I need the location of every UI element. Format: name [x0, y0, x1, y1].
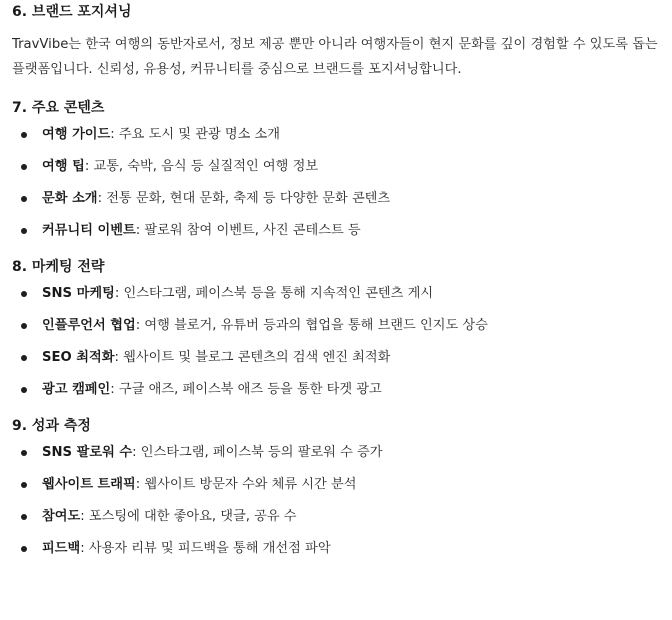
item-description: : 포스팅에 대한 좋아요, 댓글, 공유 수	[80, 509, 297, 524]
bullet-icon	[21, 132, 27, 138]
section-brand-positioning	[12, 0, 658, 82]
item-description: : 주요 도시 및 관광 명소 소개	[110, 127, 281, 142]
section-paragraph: TravVibe는 한국 여행의 동반자로서, 정보 제공 뿐만 아니라 여행자들이 현지 문화를 깊이 경험할 수 있도록 돕는 플랫폼입니다. 신뢰성, 유용성, 커뮤니티를 중심으로 브랜드를 포지셔닝합니다.	[12, 37, 658, 77]
list-item	[12, 189, 658, 209]
bullet-icon	[21, 514, 27, 520]
list-item	[12, 507, 658, 527]
bullet-icon	[21, 323, 27, 329]
item-term: SEO 최적화	[42, 350, 115, 365]
item-term: 피드백	[42, 541, 81, 556]
bullet-icon	[21, 450, 27, 456]
list-item	[12, 539, 658, 559]
item-description: : 구글 애즈, 페이스북 애즈 등을 통한 타겟 광고	[110, 382, 382, 397]
list-item	[12, 348, 658, 368]
list-item	[12, 380, 658, 400]
section-marketing-strategy	[12, 257, 658, 400]
item-description: : 여행 블로거, 유튜버 등과의 협업을 통해 브랜드 인지도 상승	[135, 318, 488, 333]
bullet-icon	[21, 291, 27, 297]
section-heading: 7. 주요 콘텐츠	[12, 100, 105, 116]
item-term: 여행 팁	[42, 159, 85, 174]
item-description: : 전통 문화, 현대 문화, 축제 등 다양한 문화 콘텐츠	[97, 191, 391, 206]
item-description: : 교통, 숙박, 음식 등 실질적인 여행 정보	[84, 159, 319, 174]
item-description: : 웹사이트 방문자 수와 체류 시간 분석	[135, 477, 357, 492]
list-item	[12, 284, 658, 304]
bullet-icon	[21, 387, 27, 393]
item-description: : 팔로워 참여 이벤트, 사진 콘테스트 등	[135, 223, 361, 238]
item-term: 문화 소개	[42, 191, 98, 206]
bullet-list	[12, 284, 658, 400]
list-item	[12, 316, 658, 336]
item-term: 웹사이트 트래픽	[42, 477, 136, 492]
bullet-icon	[21, 164, 27, 170]
bullet-icon	[21, 355, 27, 361]
item-description: : 사용자 리뷰 및 피드백을 통해 개선점 파악	[80, 541, 331, 556]
section-heading: 6. 브랜드 포지셔닝	[12, 4, 132, 20]
item-term: 인플루언서 협업	[42, 318, 136, 333]
list-item	[12, 125, 658, 145]
bullet-icon	[21, 228, 27, 234]
section-main-content	[12, 98, 658, 241]
item-term: 광고 캠페인	[42, 382, 111, 397]
item-description: : 인스타그램, 페이스북 등의 팔로워 수 증가	[132, 445, 383, 460]
list-item	[12, 157, 658, 177]
list-item	[12, 443, 658, 463]
list-item	[12, 475, 658, 495]
item-description: : 웹사이트 및 블로그 콘텐츠의 검색 엔진 최적화	[114, 350, 391, 365]
section-heading: 8. 마케팅 전략	[12, 259, 105, 275]
item-description: : 인스타그램, 페이스북 등을 통해 지속적인 콘텐츠 게시	[114, 286, 434, 301]
item-term: SNS 마케팅	[42, 286, 115, 301]
list-item	[12, 221, 658, 241]
item-term: 여행 가이드	[42, 127, 111, 142]
item-term: SNS 팔로워 수	[42, 445, 133, 460]
bullet-icon	[21, 546, 27, 552]
bullet-icon	[21, 196, 27, 202]
section-heading: 9. 성과 측정	[12, 418, 91, 434]
bullet-list	[12, 125, 658, 241]
bullet-icon	[21, 482, 27, 488]
section-performance-measurement	[12, 416, 658, 559]
bullet-list	[12, 443, 658, 559]
item-term: 커뮤니티 이벤트	[42, 223, 136, 238]
item-term: 참여도	[42, 509, 81, 524]
